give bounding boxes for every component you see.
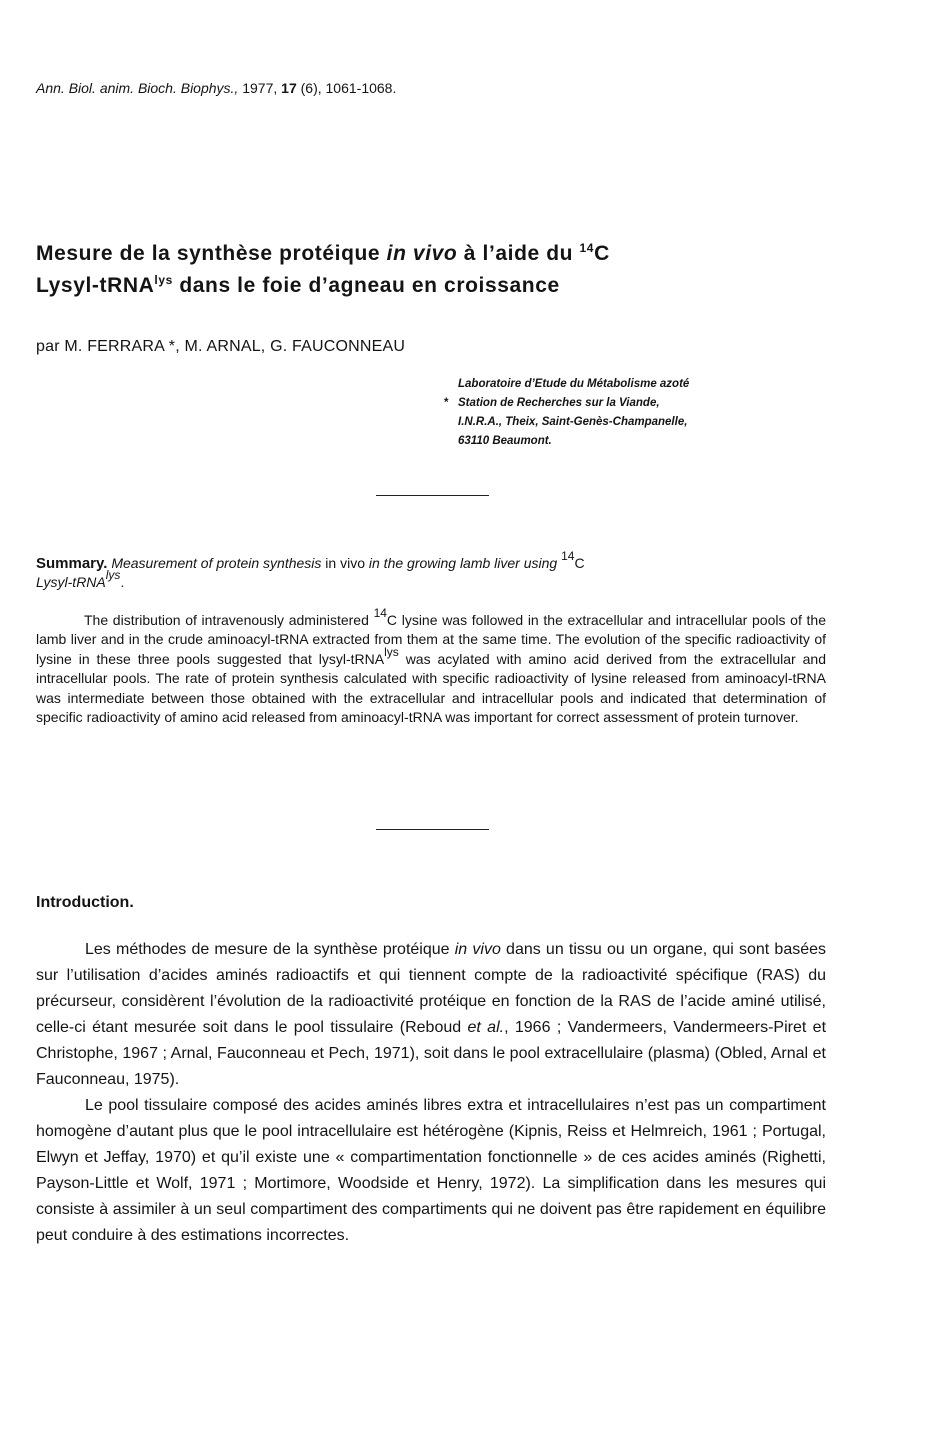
summary-label: Summary.: [36, 555, 108, 572]
summary-superscript: 14: [561, 549, 575, 563]
introduction-body: [36, 937, 826, 1249]
body-italic: et al.: [467, 1019, 505, 1036]
abstract-superscript: lys: [384, 644, 399, 659]
journal-volume: 17: [281, 80, 297, 96]
summary: [36, 549, 826, 591]
summary-title-text: .: [120, 574, 125, 590]
summary-title-text: C: [574, 555, 585, 571]
affiliation-text: I.N.R.A., Theix, Saint-Genès-Champanelle,: [458, 416, 688, 428]
title-line-1: [36, 238, 896, 270]
journal-year: 1977,: [242, 80, 278, 96]
abstract: [36, 606, 826, 727]
body-paragraph: [36, 937, 826, 1093]
abstract-text: The distribution of intravenously administered: [84, 612, 374, 628]
body-text: Les méthodes de mesure de la synthèse protéique: [85, 941, 455, 958]
article-title: [36, 238, 896, 302]
summary-title-text: in vivo: [321, 555, 369, 571]
title-text: dans le foie d’agneau en croissance: [172, 274, 560, 297]
journal-reference: [36, 80, 396, 96]
title-text: Mesure de la synthèse protéique: [36, 242, 387, 265]
footnote-star: *: [444, 397, 449, 409]
abstract-text: was acylated with amino acid derived from the extracellular and intracellular pools. The rate of protein synthesis calculated with specific radioactivity of lysine released from aminoacyl-tRNA was intermediate between those obtained with the extracellular and intracellular pools and indicated that determination of specific radioactivity of amino acid released from aminoacyl-tRNA was important for correct assessment of protein turnover.: [36, 650, 826, 726]
section-heading-introduction: Introduction.: [36, 894, 134, 911]
separator-rule: [376, 495, 489, 496]
affiliation-line: [444, 413, 689, 432]
affiliation-line: [444, 375, 689, 394]
abstract-paragraph: [36, 606, 826, 727]
affiliation-text: Laboratoire d’Etude du Métabolisme azoté: [458, 378, 690, 390]
title-text: Lysyl-tRNA: [36, 274, 155, 297]
affiliation-text: Station de Recherches sur la Viande,: [458, 397, 660, 409]
title-text: à l’aide du: [457, 242, 580, 265]
body-text: dans un tissu ou un organe, qui sont basées sur l’utilisation d’acides aminés radioactifs et qui tiennent compte de la radioactivité spécifique (RAS) du précurseur, considèrent l’évolution de la radioactivité protéique en fonction de la RAS de l’acide aminé utilisé, celle-ci étant mesurée soit dans le pool tissulaire (Reboud: [36, 941, 827, 1036]
journal-name: Ann. Biol. anim. Bioch. Biophys.,: [36, 80, 239, 96]
title-text: C: [594, 242, 610, 265]
summary-superscript: lys: [105, 568, 121, 582]
body-paragraph: Le pool tissulaire composé des acides aminés libres extra et intracellulaires n’est pas un compartiment homogène d’autant plus que le pool intracellulaire est hétérogène (Kipnis, Reiss et Helmreich, 1961 ; Portugal, Elwyn et Jeffay, 1970) et qu’il existe une « compartimentation fonctionnelle » de ces acides aminés (Righetti, Payson-Little et Wolf, 1971 ; Mortimore, Woodside et Henry, 1972). La simplification dans les mesures qui consiste à assimiler à un seul compartiment des compartiments qui ne doivent pas être rapidement en équilibre peut conduire à des estimations incorrectes.: [36, 1097, 826, 1244]
body-text: , 1966 ; Vandermeers, Vandermeers-Piret et Christophe, 1967 ; Arnal, Fauconneau et Pech, 1971), soit dans le pool extracellulaire (plasma) (Obled, Arnal et Fauconneau, 1975).: [36, 1019, 827, 1088]
affiliation-text: 63110 Beaumont.: [458, 435, 552, 447]
summary-title-text: Measurement of protein synthesis: [111, 555, 322, 571]
abstract-superscript: 14: [373, 606, 387, 620]
affiliation-line: [444, 432, 689, 451]
authors: par M. FERRARA *, M. ARNAL, G. FAUCONNEAU: [36, 338, 406, 355]
journal-issue-pages: (6), 1061-1068.: [300, 80, 397, 96]
summary-title-text: Lysyl-tRNA: [36, 574, 106, 590]
abstract-text: C lysine was followed in the extracellular and intracellular pools of the lamb liver and in the crude aminoacyl-tRNA extracted from them at the same time. The evolution of the specific radioactivity of lysine in these three pools suggested that lysyl-tRNA: [36, 612, 826, 667]
affiliation-line: [444, 394, 689, 413]
title-italic: in vivo: [386, 242, 458, 265]
title-superscript: lys: [154, 273, 173, 287]
body-italic: in vivo: [454, 941, 501, 958]
separator-rule: [376, 829, 489, 830]
summary-title-text: in the growing lamb liver using: [368, 555, 562, 571]
title-line-2: [36, 270, 896, 302]
affiliation: [444, 375, 689, 451]
title-superscript: 14: [579, 241, 595, 255]
